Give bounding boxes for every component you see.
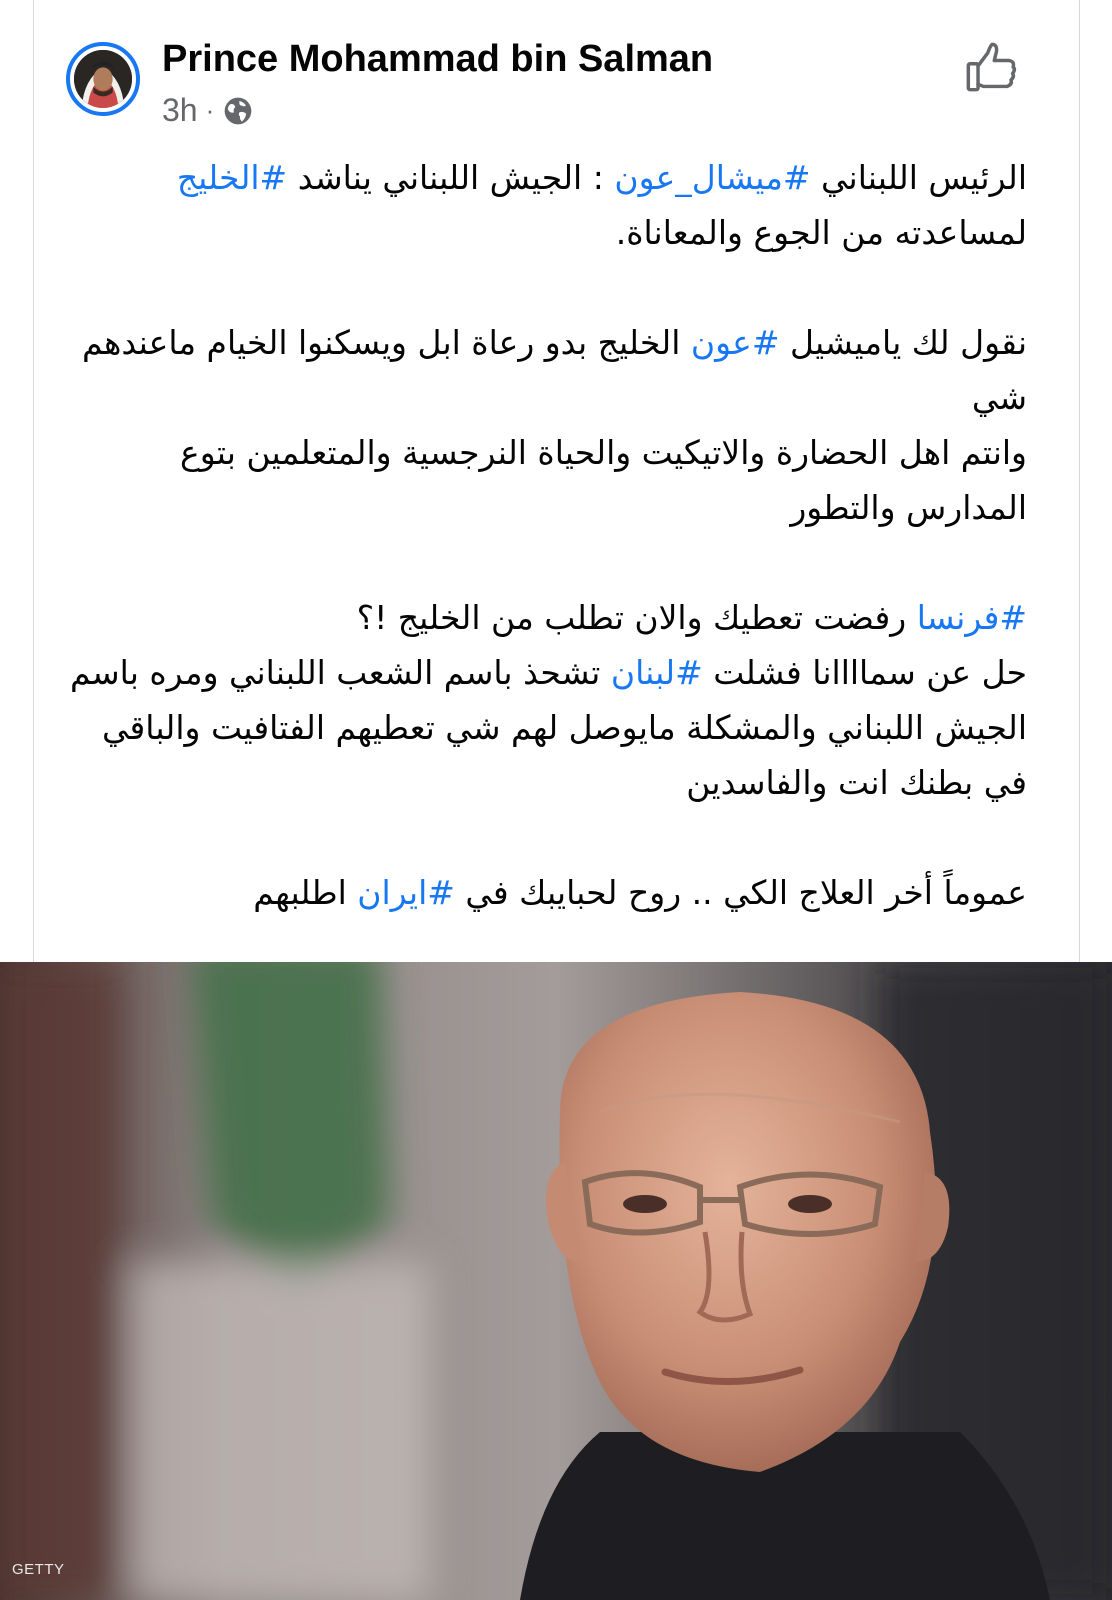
hashtag-link[interactable]: #عون: [690, 323, 780, 362]
hashtag-link[interactable]: #فرنسا: [916, 598, 1027, 637]
hashtag-link[interactable]: #لبنان: [610, 653, 703, 692]
text-span: لمساعدته من الجوع والمعاناة.: [615, 213, 1027, 252]
post-text: [67, 150, 1027, 920]
paragraph-gap: [67, 535, 1027, 590]
globe-icon[interactable]: [222, 95, 254, 127]
paragraph-gap: [67, 810, 1027, 865]
author-avatar[interactable]: [66, 42, 140, 116]
text-span: الخليج بدو رعاة ابل ويسكنوا الخيام ماعندهم شي: [81, 323, 1027, 417]
thumbs-up-icon[interactable]: [964, 40, 1018, 94]
paragraph-gap: [67, 260, 1027, 315]
text-span: وانتم اهل الحضارة والاتيكيت والحياة النرجسية والمتعلمين بتوع المدارس والتطور: [180, 433, 1027, 527]
text-span: رفضت تعطيك والان تطلب من الخليج !؟: [356, 598, 917, 637]
text-span: اطلبهم: [253, 873, 358, 912]
photo-illustration: [0, 962, 1112, 1600]
text-span: تشحذ باسم الشعب اللبناني ومره باسم الجيش اللبناني والمشكلة مايوصل لهم شي تعطيهم الفتافيت والباقي في بطنك انت والفاسدين: [70, 653, 1027, 802]
paragraph-2: [67, 315, 1027, 425]
author-name[interactable]: Prince Mohammad bin Salman: [162, 38, 714, 80]
paragraph-3b: [67, 645, 1027, 810]
hashtag-link[interactable]: #ايران: [357, 873, 455, 912]
text-span: حل عن سماااانا فشلت: [702, 653, 1027, 692]
text-span: الرئيس اللبناني: [810, 158, 1027, 197]
paragraph-1: [67, 150, 1027, 260]
text-span: نقول لك ياميشيل: [779, 323, 1027, 362]
avatar-image: [74, 50, 132, 108]
post-time[interactable]: 3h: [162, 92, 198, 128]
meta-separator: ·: [205, 95, 215, 125]
text-span: عموماً أخر العلاج الكي .. روح لحبايبك في: [454, 873, 1027, 912]
paragraph-2b: [67, 425, 1027, 535]
post-meta: [162, 92, 254, 129]
text-span: : الجيش اللبناني يناشد: [287, 158, 615, 197]
hashtag-link[interactable]: #الخليج: [176, 158, 288, 197]
avatar-portrait-graphic: [74, 50, 132, 108]
photo-credit: GETTY: [12, 1561, 65, 1578]
post-card: [33, 0, 1080, 962]
paragraph-4: [67, 865, 1027, 920]
post-photo[interactable]: [0, 962, 1112, 1600]
paragraph-3: [67, 590, 1027, 645]
hashtag-link[interactable]: #ميشال_عون: [614, 158, 811, 197]
